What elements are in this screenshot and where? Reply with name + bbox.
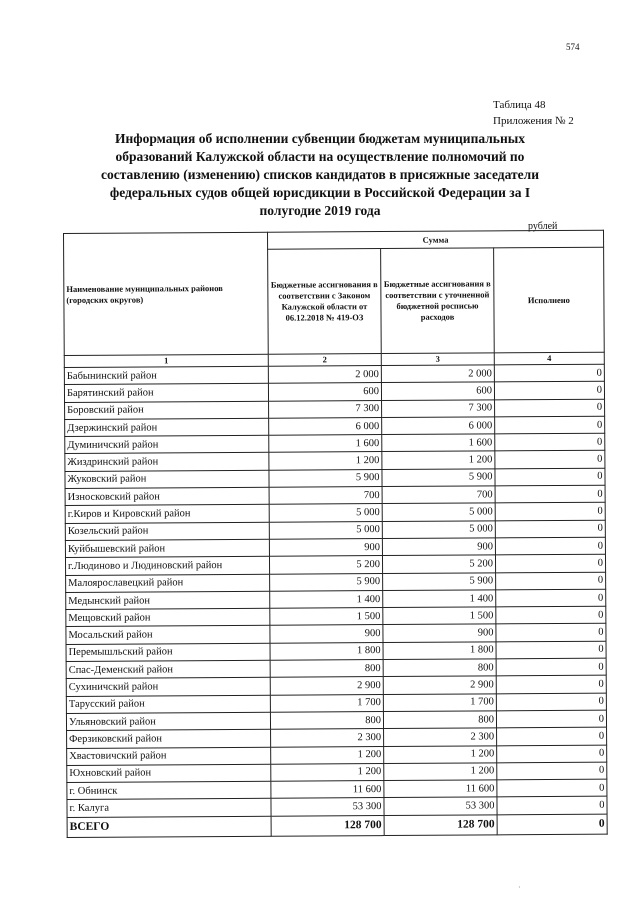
budget-updated-value: 900 [382, 538, 495, 556]
budget-law-value: 2 000 [268, 366, 381, 384]
budget-law-value: 900 [269, 539, 382, 557]
executed-value: 0 [495, 433, 605, 451]
district-name: Дзержинский район [65, 418, 269, 437]
district-name: Перемышльский район [66, 643, 270, 662]
district-name: Куйбышевский район [65, 539, 269, 558]
budget-law-value: 5 200 [269, 556, 382, 574]
executed-value: 0 [497, 745, 607, 763]
executed-value: 0 [496, 658, 606, 676]
budget-law-value: 800 [270, 660, 383, 678]
district-name: Ферзиковский район [67, 729, 271, 748]
district-name: Барятинский район [64, 384, 268, 403]
district-name: Жиздринский район [65, 453, 269, 472]
budget-updated-value: 2 300 [384, 728, 497, 746]
header-col-number-2: 2 [268, 354, 381, 367]
total-executed: 0 [497, 814, 607, 835]
budget-updated-value: 700 [382, 486, 495, 504]
district-name: Малоярославецкий район [66, 574, 270, 593]
page-number: 574 [566, 42, 580, 52]
budget-law-value: 2 900 [270, 677, 383, 695]
scan-mark: · [518, 883, 521, 892]
budget-updated-value: 6 000 [382, 417, 495, 435]
executed-value: 0 [495, 451, 605, 469]
header-sum: Сумма [267, 230, 603, 249]
appendix-label: Приложения № 2 [493, 115, 574, 127]
budget-updated-value: 5 200 [382, 555, 495, 573]
district-name: Думиничский район [65, 435, 269, 454]
budget-law-value: 1 500 [270, 608, 383, 626]
budget-updated-value: 11 600 [384, 780, 497, 798]
budget-updated-value: 1 200 [382, 451, 495, 469]
unit-label: рублей [528, 221, 558, 232]
district-name: Боровский район [65, 401, 269, 420]
district-name: Хвастовичский район [67, 747, 271, 766]
budget-law-value: 600 [268, 383, 381, 401]
budget-updated-value: 5 900 [383, 572, 496, 590]
total-budget-updated: 128 700 [384, 815, 497, 836]
budget-updated-value: 1 600 [382, 434, 495, 452]
executed-value: 0 [496, 693, 606, 711]
budget-law-value: 5 900 [269, 469, 382, 487]
executed-value: 0 [497, 779, 607, 797]
district-name: Ульяновский район [66, 712, 270, 731]
district-name: Юхновский район [67, 764, 271, 783]
budget-law-value: 53 300 [271, 798, 384, 816]
header-col-number-1: 1 [64, 354, 268, 367]
executed-value: 0 [495, 554, 605, 572]
table-label: Таблица 48 [493, 99, 546, 111]
executed-value: 0 [494, 364, 604, 382]
executed-value: 0 [496, 676, 606, 694]
budget-updated-value: 800 [383, 711, 496, 729]
district-name: Износковский район [65, 487, 269, 506]
executed-value: 0 [497, 797, 607, 815]
budget-law-value: 5 000 [269, 521, 382, 539]
header-budget-law: Бюджетные ассигнования в соответствии с Законом Калужской области от 06.12.2018 № 419-ОЗ [268, 249, 382, 355]
budget-law-value: 5 000 [269, 504, 382, 522]
executed-value: 0 [496, 624, 606, 642]
total-label: ВСЕГО [67, 816, 271, 837]
district-name: г. Калуга [67, 799, 271, 818]
district-name: Жуковский район [65, 470, 269, 489]
budget-updated-value: 7 300 [382, 399, 495, 417]
header-col-number-3: 3 [381, 353, 494, 366]
table-body [64, 364, 607, 817]
budget-updated-value: 800 [383, 659, 496, 677]
budget-updated-value: 1 200 [384, 745, 497, 763]
budget-law-value: 1 200 [271, 763, 384, 781]
budget-updated-value: 5 000 [382, 503, 495, 521]
budget-law-value: 1 600 [269, 435, 382, 453]
executed-value: 0 [495, 416, 605, 434]
budget-updated-value: 1 500 [383, 607, 496, 625]
executed-value: 0 [495, 468, 605, 486]
district-name: Бабынинский район [64, 366, 268, 385]
budget-law-value: 7 300 [269, 400, 382, 418]
district-name: Спас-Деменский район [66, 660, 270, 679]
budget-law-value: 11 600 [271, 781, 384, 799]
subvention-table [63, 230, 608, 838]
executed-value: 0 [495, 503, 605, 521]
header-budget-updated: Бюджетные ассигнования в соответствии с уточненной бюджетной росписью расходов [381, 248, 495, 354]
executed-value: 0 [497, 727, 607, 745]
executed-value: 0 [495, 537, 605, 555]
executed-value: 0 [496, 710, 606, 728]
budget-updated-value: 1 700 [383, 694, 496, 712]
total-row [67, 814, 607, 837]
budget-law-value: 1 800 [270, 642, 383, 660]
executed-value: 0 [496, 572, 606, 590]
budget-updated-value: 53 300 [384, 797, 497, 815]
district-name: г.Людиново и Людиновский район [65, 557, 269, 576]
executed-value: 0 [495, 399, 605, 417]
district-name: Тарусский район [66, 695, 270, 714]
executed-value: 0 [494, 381, 604, 399]
district-name: Козельский район [65, 522, 269, 541]
budget-law-value: 700 [269, 487, 382, 505]
budget-updated-value: 2 900 [383, 676, 496, 694]
district-name: Мещовский район [66, 608, 270, 627]
district-name: Медынский район [66, 591, 270, 610]
executed-value: 0 [496, 589, 606, 607]
executed-value: 0 [495, 485, 605, 503]
executed-value: 0 [496, 606, 606, 624]
district-name: Мосальский район [66, 626, 270, 645]
budget-law-value: 800 [270, 711, 383, 729]
budget-updated-value: 1 200 [384, 763, 497, 781]
district-name: Сухиничский район [66, 678, 270, 697]
header-executed: Исполнено [494, 247, 605, 353]
budget-law-value: 900 [270, 625, 383, 643]
budget-law-value: 1 400 [270, 590, 383, 608]
executed-value: 0 [495, 520, 605, 538]
budget-updated-value: 600 [381, 382, 494, 400]
budget-law-value: 1 200 [271, 746, 384, 764]
budget-updated-value: 5 900 [382, 469, 495, 487]
budget-updated-value: 900 [383, 624, 496, 642]
budget-law-value: 2 300 [271, 729, 384, 747]
budget-law-value: 1 700 [270, 694, 383, 712]
budget-updated-value: 1 400 [383, 590, 496, 608]
budget-law-value: 6 000 [269, 417, 382, 435]
header-name: Наименование муниципальных районов (городских округов) [64, 232, 269, 355]
executed-value: 0 [496, 641, 606, 659]
document-title: Информация об исполнении субвенции бюджетам муниципальных образований Калужской области на осуществление полномочий по составлению (изменению) списков кандидатов в присяжные заседатели федеральных судов общей юрисдикции в Российской Федерации за I полугодие 2019 года [101, 131, 539, 218]
budget-updated-value: 1 800 [383, 642, 496, 660]
header-col-number-4: 4 [494, 352, 604, 365]
budget-updated-value: 5 000 [382, 521, 495, 539]
budget-law-value: 5 900 [270, 573, 383, 591]
budget-law-value: 1 200 [269, 452, 382, 470]
district-name: г.Киров и Кировский район [65, 505, 269, 524]
district-name: г. Обнинск [67, 781, 271, 800]
total-budget-law: 128 700 [271, 815, 384, 836]
executed-value: 0 [497, 762, 607, 780]
budget-updated-value: 2 000 [381, 365, 494, 383]
